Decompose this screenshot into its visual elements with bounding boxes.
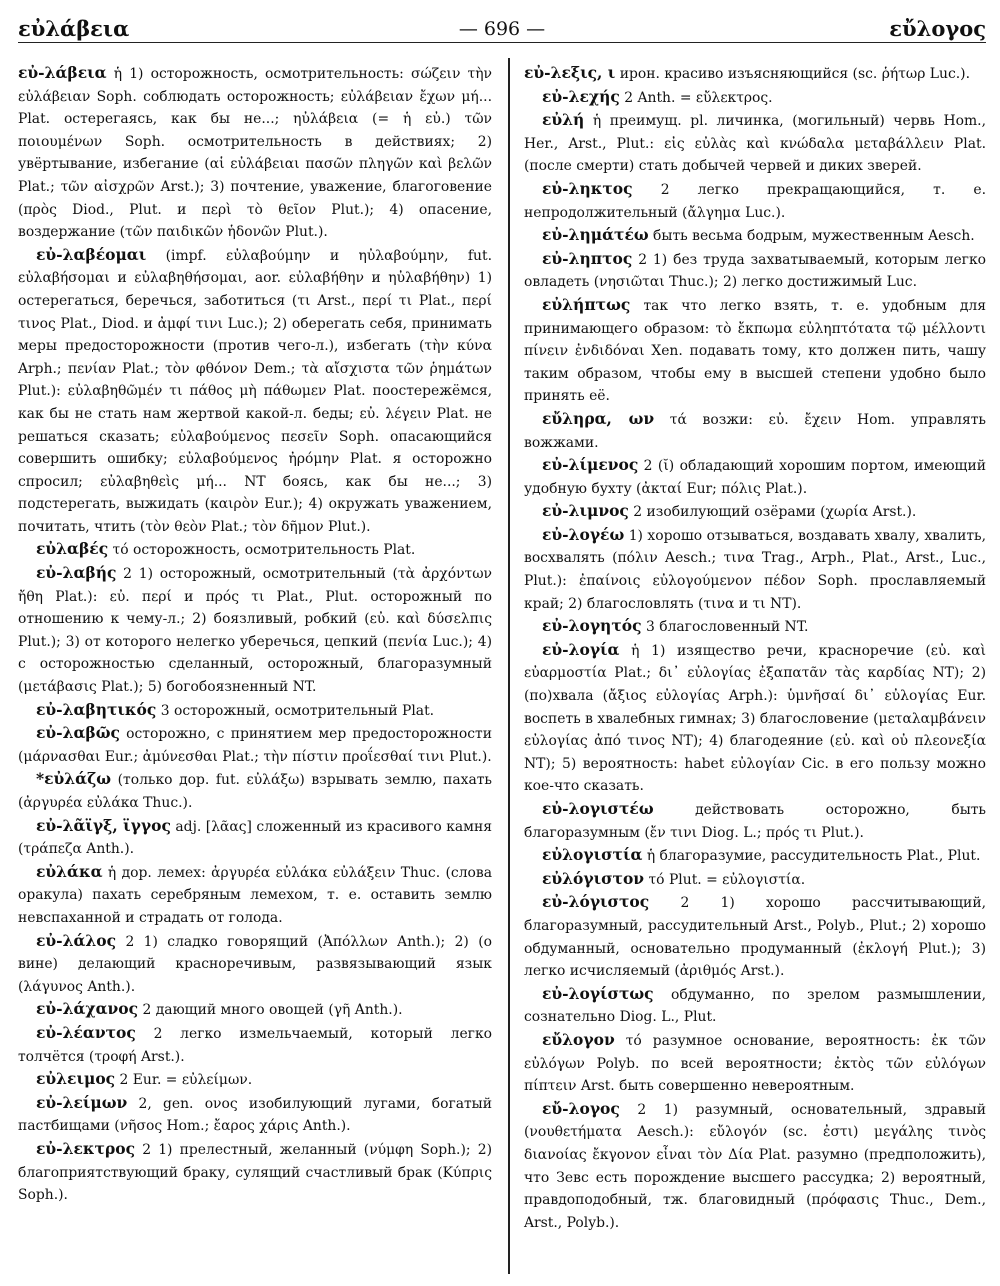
entry-headword: εὐ-λημάτέω — [542, 225, 649, 245]
dictionary-entry — [18, 1092, 492, 1138]
dictionary-entry — [18, 815, 492, 861]
entry-definition: быть весьма бодрым, мужественным Aesch. — [648, 228, 975, 245]
dictionary-entry — [524, 524, 986, 615]
entry-definition: ἡ преимущ. pl. личинка, (могильный) червь Hom., Her., Arst., Plut.: εἰς εὐλὰς καὶ κνώδαλα μεταβάλλειν Plat. (после смерти) стать добычей червей и диких зверей. — [524, 113, 986, 175]
dictionary-entry — [524, 844, 986, 868]
dictionary-entry — [524, 178, 986, 224]
entry-definition: 2 (ῐ) обладающий хорошим портом, имеющий удобную бухту (ἀκταί Eur; πόλις Plat.). — [524, 458, 986, 497]
entry-definition: 2 изобилующий озёрами (χωρία Arst.). — [628, 504, 917, 521]
dictionary-entry — [18, 722, 492, 768]
entry-definition: ирон. красиво изъясняющийся (sc. ῥήτωρ Luc.). — [615, 66, 970, 82]
entry-headword: εὐ-λίμενος — [542, 455, 639, 475]
entry-definition: τά возжи: εὐ. ἔχειν Hom. управлять вожжами. — [524, 411, 986, 451]
entry-headword: εὐ-λεχής — [542, 86, 620, 106]
entry-definition: ἡ 1) изящество речи, красноречие (εὐ. καὶ εὐαρμοστία Plat.; δι᾽ εὐλογίας ἐξαπατᾶν τὰς καρδίας NT); 2) (по)хвала (ἄξιος εὐλογίας Arph.): ὑμνῆσαί δι᾽ εὐλογίας Eur. воспеть в хвалебных гимнах; 3) благословение (μεταλαμβάνειν εὐλογίας ἀπό τινος NT); 4) благодеяние (εὐ. καὶ οὐ πλεονεξία NT); 5) вероятность: habet εὐλογίαν Cic. в его пользу можно кое-что сказать. — [524, 642, 986, 795]
dictionary-entry — [18, 1138, 492, 1207]
entry-definition: 2 1) прелестный, желанный (νύμφη Soph.); 2) благоприятствующий браку, сулящий счастливый брак (Κύπρις Soph.). — [18, 1141, 492, 1204]
page-header — [18, 12, 986, 43]
dictionary-entry — [18, 930, 492, 999]
dictionary-entry — [18, 562, 492, 699]
entry-definition: ἡ 1) осторожность, осмотрительность: σώζειν τὴν εὐλάβειαν Soph. соблюдать осторожность; εὐλάβειαν ἔχων μή... Plat. остерегаясь, как бы не...; ηὐλάβεια (= ἡ εὐ.) τῶν ποιουμένων Soph. осмотрительность в действиях; 2) увёртывание, избегание (αἱ εὐλάβειαι πασῶν πληγῶν καὶ βελῶν Plat.; τῶν αἰσχρῶν Arst.); 3) почтение, уважение, благоговение (πρὸς Diod., Plut. и περὶ τὸ θεῖον Plut.); 4) опасение, воздержание (τῶν παιδικῶν ἡδονῶν Plut.). — [18, 66, 492, 241]
right-column — [524, 62, 986, 1234]
entry-headword: εὐ-λιμνος — [542, 501, 629, 521]
entry-headword: εὐλόγιστον — [542, 868, 645, 888]
entry-headword: εὐ-λαβητικός — [36, 699, 157, 719]
dictionary-entry — [18, 538, 492, 562]
dictionary-entry — [18, 861, 492, 930]
entry-definition: 2 легко прекращающийся, т. е. непродолжительный (ἄλγημα Luc.). — [524, 181, 986, 221]
dictionary-entry — [18, 768, 492, 814]
dictionary-entry — [524, 109, 986, 178]
entry-headword: εὐ-ληκτος — [542, 178, 633, 198]
entry-definition: 2 легко измельчаемый, который легко толчётся (τροφή Arst.). — [18, 1025, 492, 1065]
entry-definition: τό разумное основание, вероятность: ἐκ τῶν εὐλόγων Polyb. по всей вероятности; ἐκτὸς τῶν εὐλόγων πίπτειν Arst. быть совершенно невероятным. — [524, 1032, 986, 1095]
dictionary-entry — [18, 998, 492, 1022]
dictionary-entry — [524, 294, 986, 408]
dictionary-entry — [18, 699, 492, 723]
entry-definition: 2, gen. ονος изобилующий лугами, богатый пастбищами (νῆσος Hom.; ἔαρος χάρις Anth.). — [18, 1095, 492, 1135]
entry-headword: εὐ-λᾶϊγξ, ϊγγος — [36, 815, 171, 835]
dictionary-entry — [524, 798, 986, 844]
entry-definition: ἡ благоразумие, рассудительность Plat., Plut. — [642, 848, 981, 865]
entry-headword: εὐ-λαβής — [36, 563, 117, 583]
entry-headword: εὐ-λογίστως — [542, 983, 654, 1003]
entry-headword: εὐ-ληπτος — [542, 248, 633, 268]
entry-definition: 3 осторожный, осмотрительный Plat. — [156, 702, 435, 719]
column-divider — [508, 58, 510, 1274]
entry-headword: *εὐλάζω — [36, 769, 112, 789]
left-column — [18, 62, 492, 1207]
dictionary-entry — [18, 1068, 492, 1092]
entry-definition: 2 1) осторожный, осмотрительный (τὰ ἀρχόντων ἤθη Plat.): εὐ. περί и πρός τι Plat., Plut. осторожный по отношению к чему-л.; 2) боязливый, робкий (εὐ. καὶ δύσελπις Plut.); 3) от которого нелегко уберечься, цепкий (πενία Luc.); 4) с осторожностью сделанный, осторожный, благоразумный (μετάβασις Plat.); 5) богобоязненный NT. — [18, 566, 492, 696]
entry-headword: εὔλογον — [542, 1029, 615, 1049]
entry-headword: εὐ-λογία — [542, 639, 620, 659]
entry-headword: εὐλή — [542, 110, 585, 130]
entry-headword: εὐ-λέαντος — [36, 1022, 136, 1042]
entry-headword: εὐ-λογητός — [542, 616, 642, 636]
entry-headword: εὐ-λεξις, ι — [524, 63, 616, 82]
dictionary-entry — [524, 248, 986, 294]
entry-definition: ἡ дор. лемех: ἀργυρέα εὐλάκα εὐλάξειν Thuc. (слова оракула) пахать серебряным лемехом, т. е. оставить землю невспаханной и страдать от голода. — [18, 864, 492, 926]
entry-definition: 2 1) без труда захватываемый, которым легко овладеть (νησιῶται Thuc.); 2) легко достижимый Luc. — [524, 251, 986, 291]
entry-headword: εὐ-λογέω — [542, 524, 625, 544]
entry-definition: осторожно, с принятием мер предосторожности (μάρνασθαι Eur.; ἀμύνεσθαι Plat.; τὴν πίστιν προΐεσθαί τινι Plut.). — [18, 726, 492, 765]
entry-definition: 2 Eur. = εὐλείμων. — [115, 1072, 253, 1089]
dictionary-entry — [524, 224, 986, 248]
entry-definition: 2 Anth. = εὔλεκτρος. — [619, 89, 773, 106]
dictionary-entry — [524, 408, 986, 454]
entry-definition: действовать осторожно, быть благоразумным (ἔν τινι Diog. L.; πρός τι Plut.). — [524, 802, 986, 841]
dictionary-entry — [524, 868, 986, 892]
entry-definition: 3 благословенный NT. — [641, 619, 809, 636]
entry-definition: (только дор. fut. εὐλάξω) взрывать землю, пахать (ἀργυρέα εὐλάκα Thuc.). — [18, 772, 492, 811]
entry-definition: 2 1) сладко говорящий (Ἀπόλλων Anth.); 2) (о вине) делающий красноречивым, развязывающий язык (λάγυνος Anth.). — [18, 933, 492, 995]
dictionary-entry — [18, 1022, 492, 1068]
dictionary-entry — [524, 62, 986, 86]
entry-definition: 1) хорошо отзываться, воздавать хвалу, хвалить, восхвалять (πόλιν Aesch.; τινα Trag., Arph., Plat., Arst., Luc., Plut.): ἐπαίνοις εὐλογούμενον πέδον Soph. прославляемый край; 2) благословлять (τινα и τι NT). — [524, 527, 986, 612]
dictionary-entry — [18, 244, 492, 539]
dictionary-entry — [18, 62, 492, 244]
entry-headword: εὐ-λογιστέω — [542, 799, 654, 818]
entry-definition: 2 дающий много овощей (γῆ Anth.). — [138, 1002, 403, 1019]
entry-headword: εὐλογιστία — [542, 845, 643, 865]
entry-definition: τό осторожность, осмотрительность Plat. — [108, 542, 416, 559]
header-left-word: εὐλάβεια — [18, 16, 130, 41]
dictionary-entry — [524, 615, 986, 639]
entry-definition: (impf. εὐλαβούμην и ηὐλαβούμην, fut. εὐλαβήσομαι и εὐλαβηθήσομαι, aor. εὐλαβήθην и ηὐλαβήθην) 1) остерегаться, беречься, заботиться (τι Arst., περί τι Plat., περί τινος Plat., Diod. и ἀμφί τινι Luc.); 2) оберегать себя, принимать меры предосторожности (против чего-л.), избегать (τὴν κύνα Arph.; πενίαν Plat.; τὸν φθόνον Dem.; τὰ αἴσχιστα τῶν ῥημάτων Plut.): εὐλαβηθῶμέν τι πάθος μὴ πάθωμεν Plat. поостережёмся, как бы не стать нам жертвой какой-л. беды; εὐ. λέγειν Plat. не решаться сказать; εὐλαβούμενος πεσεῖν Soph. опасающийся совершить ошибку; εὐλαβούμενος ἠρόμην Plat. я осторожно спросил; εὐλαβηθεὶς μή... NT боясь, как бы не...; 3) подстерегать, выжидать (καιρὸν Eur.); 4) окружать уважением, почитать, чтить (τὸν θεὸν Plat.; τὸν δῆμον Plut.). — [18, 247, 492, 535]
entry-definition: τό Plut. = εὐλογιστία. — [644, 871, 806, 888]
dictionary-entry — [524, 86, 986, 110]
entry-headword: εὐ-λάλος — [36, 930, 117, 950]
page-number: — 696 — — [458, 18, 546, 40]
dictionary-entry — [524, 1029, 986, 1098]
entry-definition: 2 1) хорошо рассчитывающий, благоразумный, рассудительный Arst., Polyb., Plut.; 2) хорошо обдуманный, основательно продуманный (ἐκλογή Plut.); 3) легко исчисляемый (ἀριθμός Arst.). — [524, 895, 986, 980]
entry-definition: обдуманно, по зрелом размышлении, сознательно Diog. L., Plut. — [524, 986, 986, 1026]
dictionary-entry — [524, 454, 986, 500]
dictionary-entry — [524, 1098, 986, 1235]
entry-headword: εὔ-λογος — [542, 1098, 620, 1118]
dictionary-entry — [524, 639, 986, 798]
entry-headword: εὐ-λόγιστος — [542, 892, 650, 912]
entry-headword: εὐ-λαβῶς — [36, 723, 120, 743]
dictionary-entry — [524, 983, 986, 1029]
entry-headword: εὐ-λείμων — [36, 1092, 128, 1112]
entry-definition: так что легко взять, т. е. удобным для принимающего образом: τὸ ἔκπωμα εὐληπτότατα τῷ μέλλοντι πίνειν ἐνδιδόναι Xen. подавать тому, кто должен пить, чашу таким образом, чтобы ему в высшей степени удобно было принять её. — [524, 297, 986, 405]
entry-headword: εὐ-λάχανος — [36, 999, 139, 1019]
entry-headword: εὐλάκα — [36, 861, 103, 881]
entry-headword: εὐ-λάβεια — [18, 63, 107, 82]
entry-headword: εὐ-λαβέομαι — [36, 244, 147, 264]
entry-headword: εὐ-λεκτρος — [36, 1138, 136, 1158]
entry-headword: εὐλήπτως — [542, 294, 631, 314]
dictionary-entry — [524, 891, 986, 982]
entry-definition: adj. [λᾶας] сложенный из красивого камня (τράπεζα Anth.). — [18, 818, 492, 858]
entry-headword: εὔληρα, ων — [542, 408, 655, 428]
dictionary-entry — [524, 500, 986, 524]
entry-definition: 2 1) разумный, основательный, здравый (νουθετήματα Aesch.): εὔλογόν (sc. ἐστι) μεγάλης τινὸς διανοίας ἔκγονον εἶναι τὸν Δία Plat. разумно (предположить), что Зевс есть порождение высшего рассудка; 2) вероятный, правдоподобный, тж. благовидный (πρόφασις Thuc., Dem., Arst., Polyb.). — [524, 1101, 986, 1231]
entry-headword: εὐλαβές — [36, 539, 109, 559]
entry-headword: εὐλειμος — [36, 1069, 116, 1089]
header-right-word: εὔλογος — [889, 16, 986, 41]
